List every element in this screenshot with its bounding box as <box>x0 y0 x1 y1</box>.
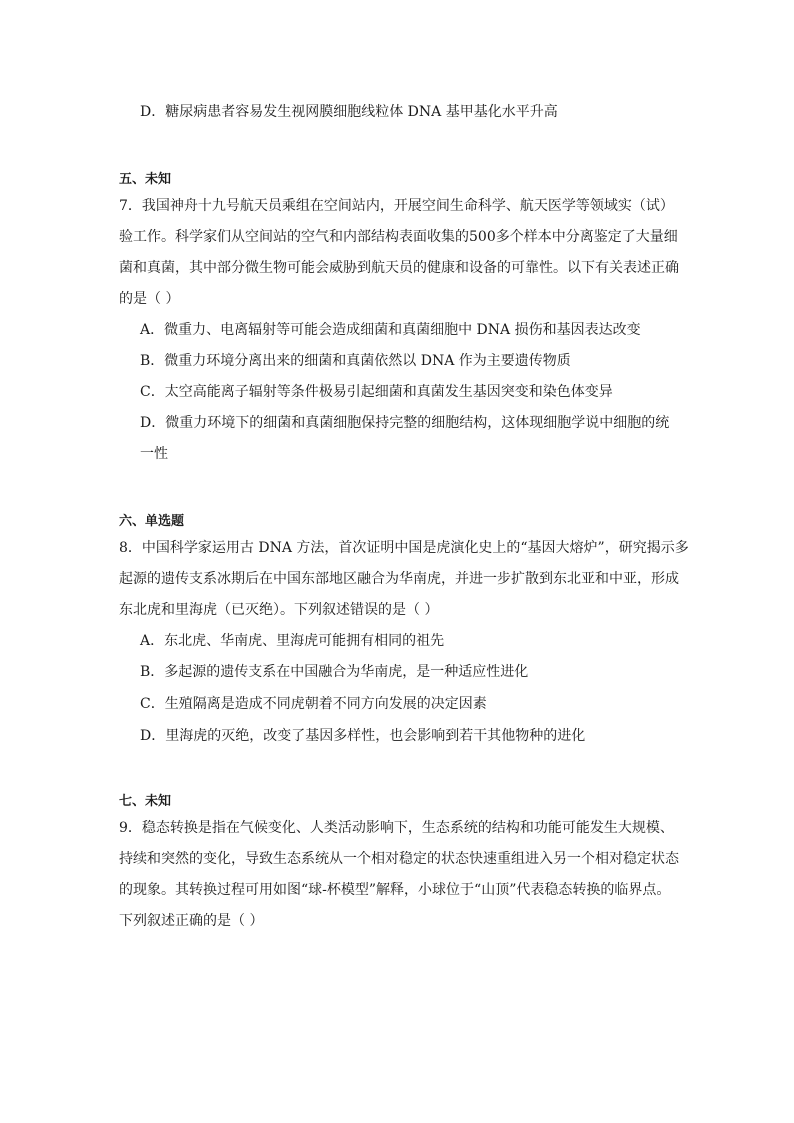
q8-option-b: B．多起源的遗传支系在中国融合为华南虎，是一种适应性进化 <box>140 664 529 680</box>
q8-option-a: A．东北虎、华南虎、里海虎可能拥有相同的祖先 <box>140 633 445 649</box>
q9-stem-line-3: 的现象。其转换过程可用如图“球-杯模型”解释，小球位于“山顶”代表稳态转换的临界点。 <box>119 882 671 898</box>
q7-stem-line-4: 的是（ ） <box>119 291 180 307</box>
q9-stem-line-1: 9．稳态转换是指在气候变化、人类活动影响下，生态系统的结构和功能可能发生大规模、 <box>119 820 674 836</box>
q7-option-a: A．微重力、电离辐射等可能会造成细菌和真菌细胞中 DNA 损伤和基因表达改变 <box>140 322 641 338</box>
q6-option-d: D．糖尿病患者容易发生视网膜细胞线粒体 DNA 基甲基化水平升高 <box>140 104 558 120</box>
q7-option-d-line-1: D．微重力环境下的细菌和真菌细胞保持完整的细胞结构，这体现细胞学说中细胞的统 <box>140 415 670 431</box>
section-heading-5: 五、未知 <box>119 172 172 187</box>
q8-stem-line-2: 起源的遗传支系冰期后在中国东部地区融合为华南虎，并进一步扩散到东北亚和中亚，形成 <box>119 571 679 587</box>
q8-option-d: D．里海虎的灭绝，改变了基因多样性，也会影响到若干其他物种的进化 <box>140 728 586 744</box>
section-heading-6: 六、单选题 <box>119 514 185 529</box>
q9-stem-line-4: 下列叙述正确的是（ ） <box>119 913 264 929</box>
q9-stem-line-2: 持续和突然的变化，导致生态系统从一个相对稳定的状态快速重组进入另一个相对稳定状态 <box>119 851 679 867</box>
q7-option-b: B．微重力环境分离出来的细菌和真菌依然以 DNA 作为主要遗传物质 <box>140 353 571 369</box>
q8-stem-line-3: 东北虎和里海虎（已灭绝）。下列叙述错误的是（ ） <box>119 602 439 618</box>
q7-stem-line-1: 7．我国神舟十九号航天员乘组在空间站内，开展空间生命科学、航天医学等领域实（试） <box>119 198 674 214</box>
q8-option-c: C．生殖隔离是造成不同虎朝着不同方向发展的决定因素 <box>140 696 487 712</box>
q7-option-d-line-2: 一性 <box>140 446 168 462</box>
q7-stem-line-2: 验工作。科学家们从空间站的空气和内部结构表面收集的500多个样本中分离鉴定了大量细 <box>119 229 678 245</box>
q7-stem-line-3: 菌和真菌，其中部分微生物可能会威胁到航天员的健康和设备的可靠性。以下有关表述正确 <box>119 260 679 276</box>
section-heading-7: 七、未知 <box>119 794 172 809</box>
q7-option-c: C．太空高能离子辐射等条件极易引起细菌和真菌发生基因突变和染色体变异 <box>140 384 613 400</box>
q8-stem-line-1: 8．中国科学家运用古 DNA 方法，首次证明中国是虎演化史上的“基因大熔炉”，研究揭示多 <box>119 540 689 556</box>
